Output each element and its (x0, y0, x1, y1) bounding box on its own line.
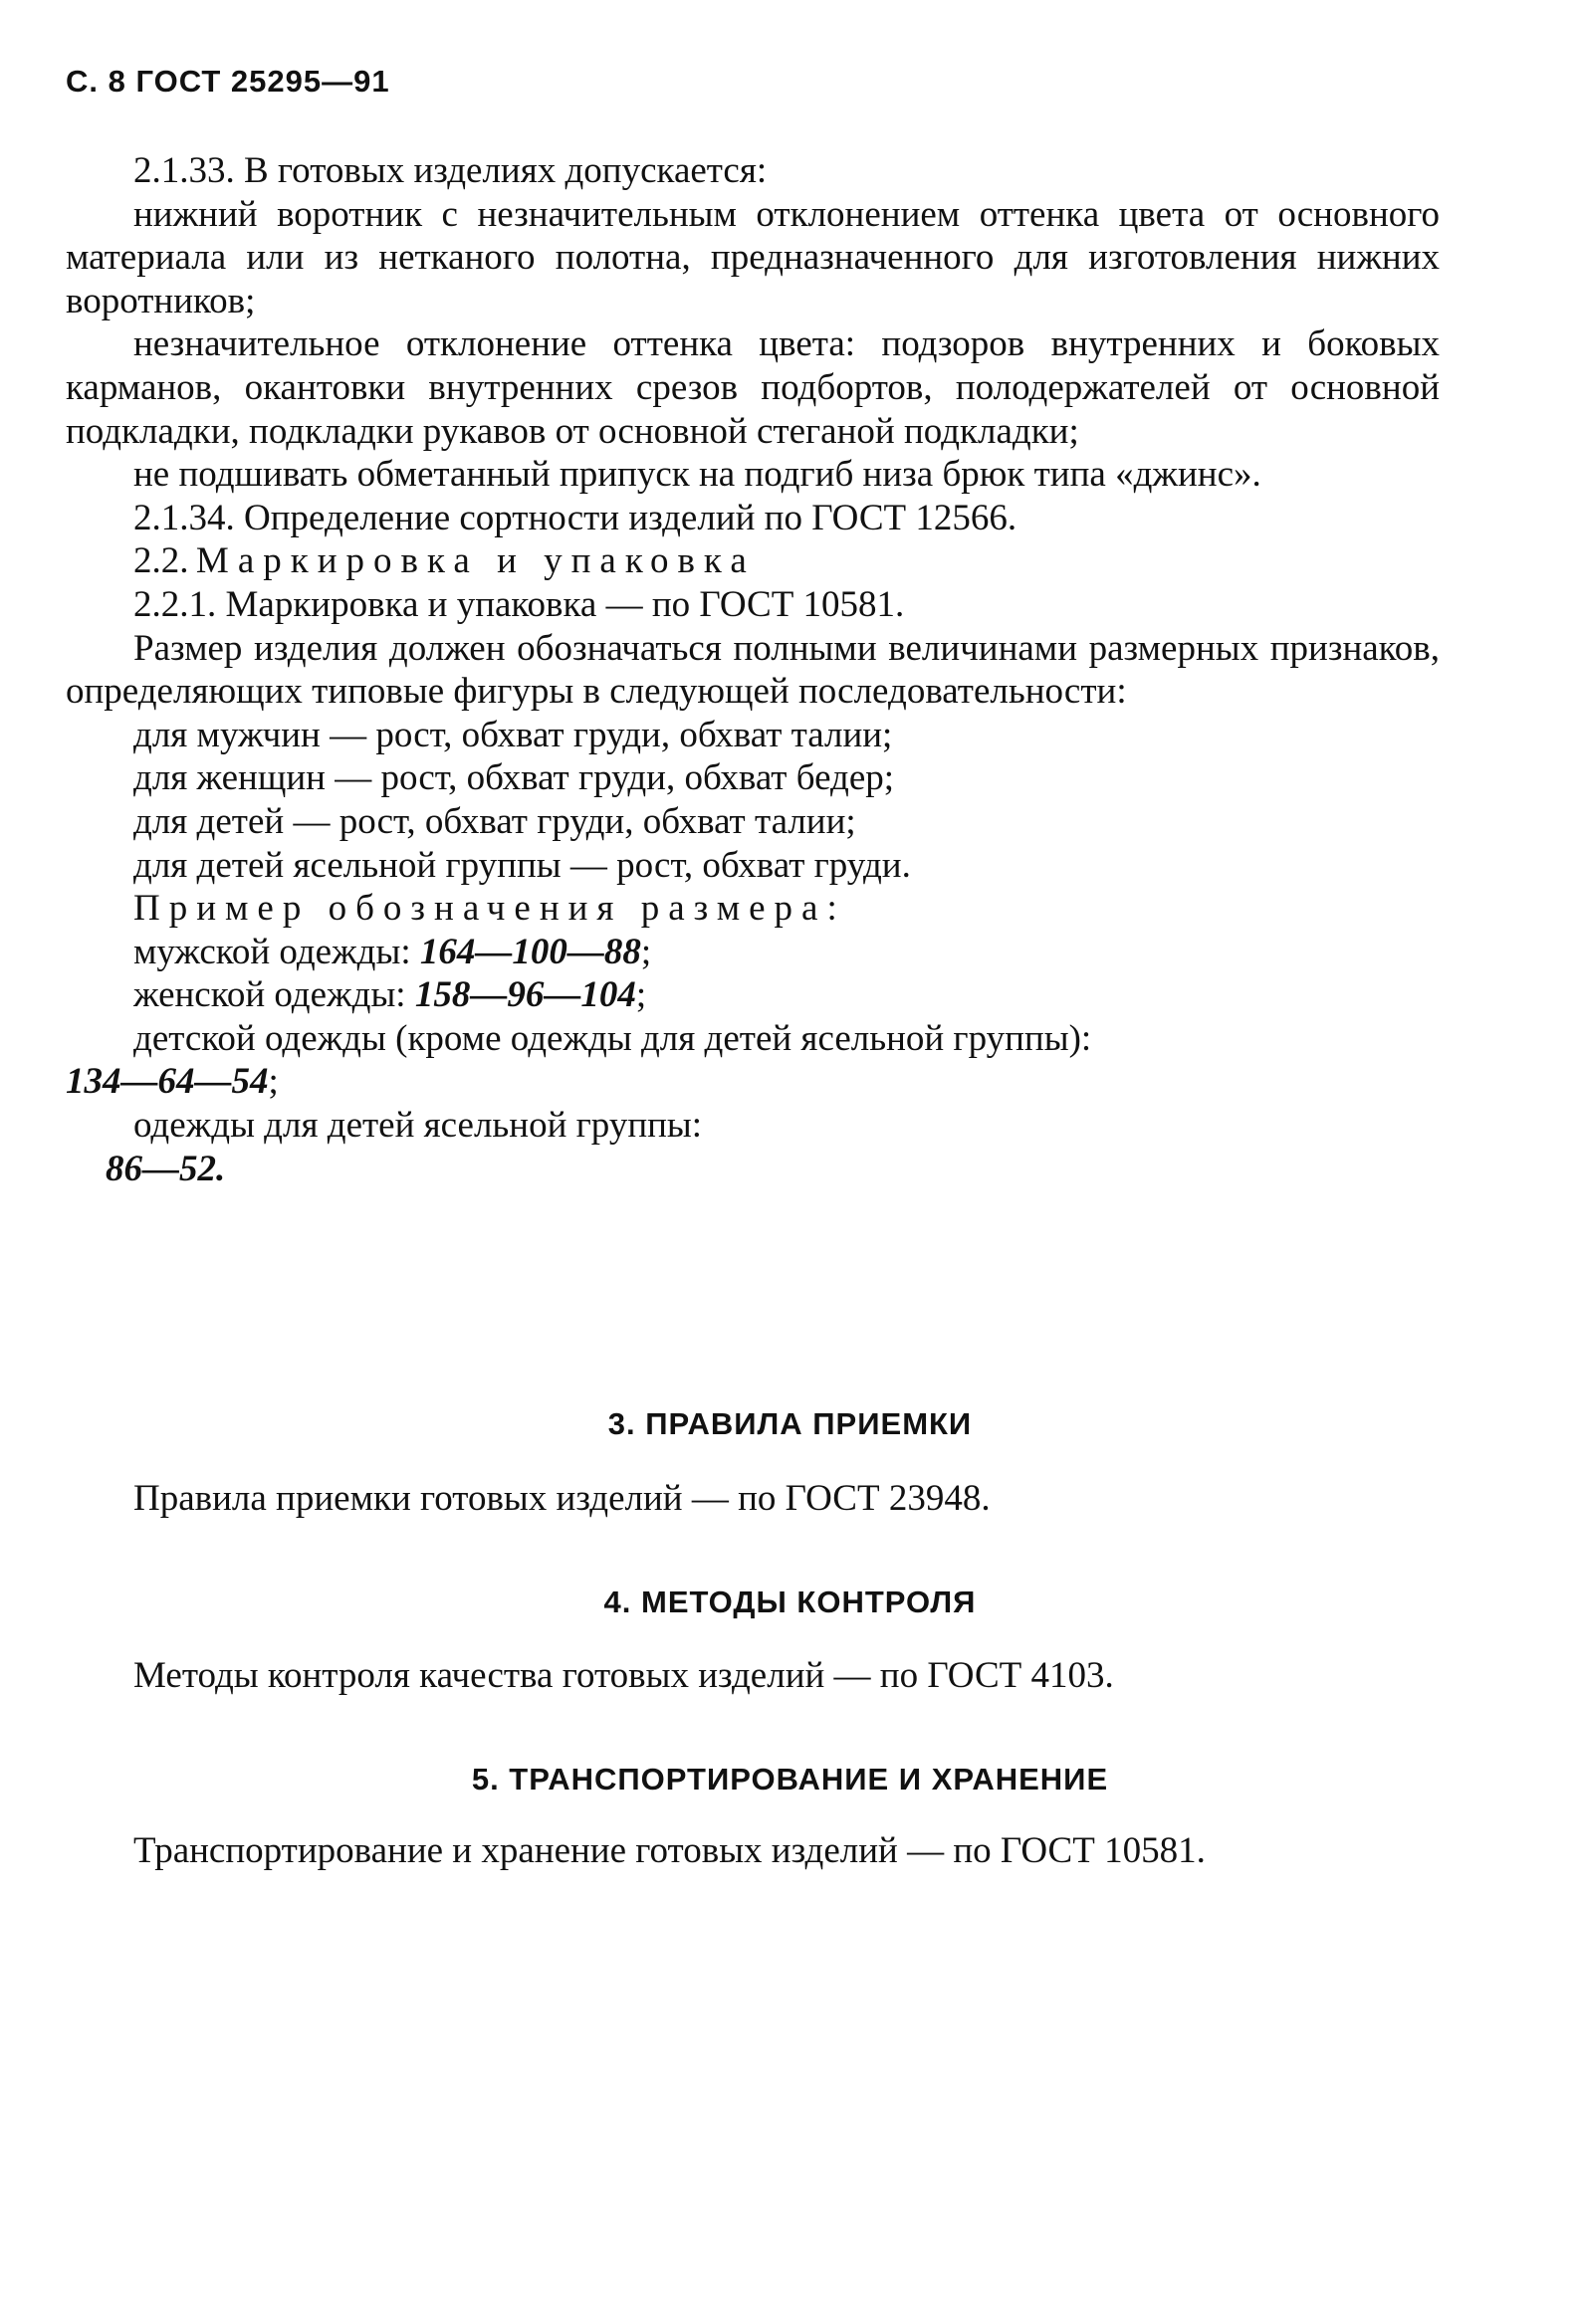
clause-2-body (66, 149, 1440, 1190)
clause-2-2-1: 2.2.1. Маркировка и упаковка — по ГОСТ 10581. (133, 583, 905, 625)
clause-2-1-33-item-1: нижний воротник с незначительным отклонением оттенка цвета от основного материала или из нетканого полотна, предназначенного для изготовления нижних воротников; (66, 193, 1440, 321)
example-infant-label: одежды для детей ясельной группы: (133, 1105, 703, 1147)
clause-2-2-heading (66, 539, 1440, 583)
section-4-paragraph: Методы контроля качества готовых изделий — по ГОСТ 4103. (133, 1655, 1114, 1696)
clause-2-1-33-item-3: не подшивать обметанный припуск на подгиб низа брюк типа «джинс». (133, 454, 1261, 496)
example-child: детской одежды (кроме одежды для детей ясельной группы): 134—64—54; (66, 1017, 1092, 1103)
section-3-paragraph: Правила приемки готовых изделий — по ГОСТ 23948. (133, 1478, 991, 1519)
example-male: мужской одежды: 164—100—88; (133, 931, 652, 972)
example-female-value: 158—96—104 (414, 974, 636, 1016)
size-men: для мужчин — рост, обхват груди, обхват талии; (133, 714, 893, 755)
clause-2-2-number: 2.2. (133, 540, 189, 582)
clause-2-2-title: Маркировка и упаковка (195, 540, 756, 582)
example-female: женской одежды: 158—96—104; (133, 974, 647, 1016)
section-5-paragraph: Транспортирование и хранение готовых изделий — по ГОСТ 10581. (133, 1830, 1206, 1871)
size-infants: для детей ясельной группы — рост, обхват груди. (133, 844, 911, 886)
size-designation-paragraph: Размер изделия должен обозначаться полными величинами размерных признаков, определяющих типовые фигуры в следующей последовательности: (66, 627, 1440, 713)
clause-2-1-33: 2.1.33. В готовых изделиях допускается: (133, 150, 768, 191)
page-header: С. 8 ГОСТ 25295—91 (66, 64, 390, 99)
example-heading: Пример обозначения размера: (133, 888, 846, 930)
example-child-value: 134—64—54 (66, 1061, 269, 1103)
clause-2-1-34: 2.1.34. Определение сортности изделий по ГОСТ 12566. (133, 497, 1017, 538)
section-3-heading: 3. ПРАВИЛА ПРИЕМКИ (607, 1406, 973, 1441)
example-infant-value: 86—52. (106, 1148, 226, 1189)
size-women: для женщин — рост, обхват груди, обхват бедер; (133, 757, 895, 799)
example-child-label: детской одежды (кроме одежды для детей ясельной группы): (133, 1017, 1092, 1059)
clause-2-1-33-item-2: незначительное отклонение оттенка цвета: подзоров внутренних и боковых карманов, окантовки внутренних срезов подбортов, полодержателей от основной подкладки, подкладки рукавов от основной стеганой подкладки; (66, 323, 1440, 452)
section-5-text (66, 1829, 1440, 1873)
section-3-text (66, 1477, 1440, 1521)
size-children: для детей — рост, обхват груди, обхват талии; (133, 800, 856, 842)
section-4-text (66, 1654, 1440, 1698)
section-5-heading: 5. ТРАНСПОРТИРОВАНИЕ И ХРАНЕНИЕ (471, 1762, 1109, 1796)
example-female-label: женской одежды: (133, 974, 415, 1016)
example-male-label: мужской одежды: (133, 931, 420, 972)
example-male-value: 164—100—88 (419, 931, 641, 972)
section-4-heading: 4. МЕТОДЫ КОНТРОЛЯ (603, 1585, 977, 1619)
